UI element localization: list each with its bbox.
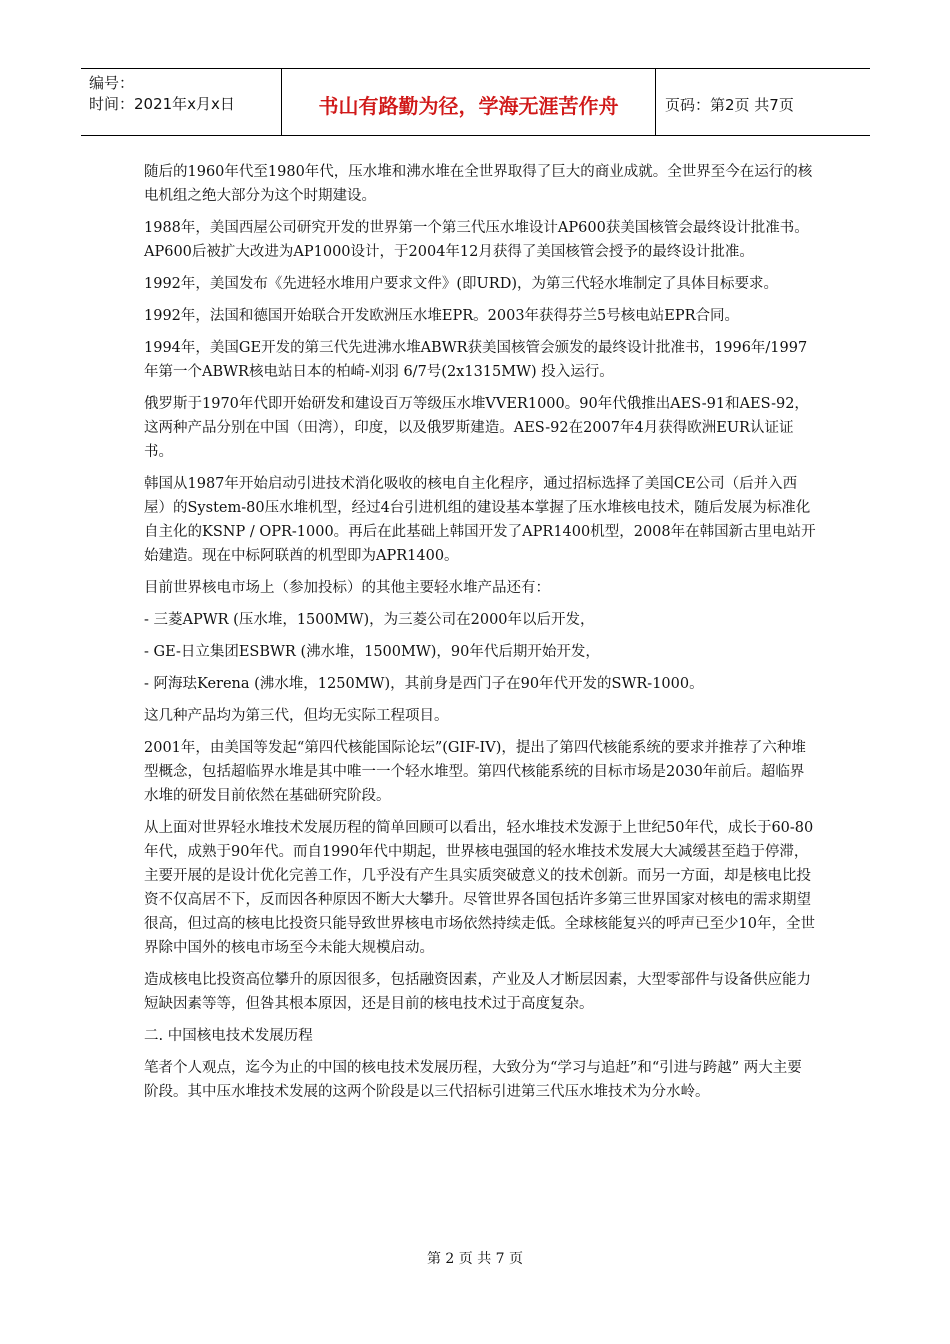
list-item: - 三菱APWR (压水堆，1500MW)，为三菱公司在2000年以后开发， bbox=[144, 612, 595, 628]
paragraph: 俄罗斯于1970年代即开始研发和建设百万等级压水堆VVER1000。90年代俄推出AES-91和AES-92，这两种产品分别在中国（田湾），印度，以及俄罗斯建造。AES-92在2007年4月获得欧洲EUR认证证书。 bbox=[144, 396, 809, 460]
document-number-label: 编号： bbox=[89, 74, 135, 92]
paragraph: 2001年，由美国等发起“第四代核能国际论坛”(GIF-IV)，提出了第四代核能系统的要求并推荐了六种堆型概念，包括超临界水堆是其中唯一一个轻水堆型。第四代核能系统的目标市场是2030年前后。超临界水堆的研发目前依然在基础研究阶段。 bbox=[144, 740, 806, 804]
paragraph: 目前世界核电市场上（参加投标）的其他主要轻水堆产品还有： bbox=[144, 580, 550, 596]
paragraph: 从上面对世界轻水堆技术发展历程的简单回顾可以看出，轻水堆技术发源于上世纪50年代，成长于60-80年代，成熟于90年代。而自1990年代中期起，世界核电强国的轻水堆技术发展大大减缓甚至趋于停滞，主要开展的是设计优化完善工作，几乎没有产生具实质突破意义的技术创新。而另一方面，却是核电比投资不仅高居不下，反而因各种原因不断大大攀升。尽管世界各国包括许多第三世界国家对核电的需求期望很高，但过高的核电比投资只能导致世界核电市场依然持续走低。全球核能复兴的呼声已至少10年，全世界除中国外的核电市场至今未能大规模启动。 bbox=[144, 820, 815, 956]
page-footer: 第 2 页 共 7 页 bbox=[426, 1251, 524, 1267]
paragraph: 随后的1960年代至1980年代，压水堆和沸水堆在全世界取得了巨大的商业成就。全世界至今在运行的核电机组之绝大部分为这个时期建设。 bbox=[144, 164, 813, 204]
paragraph: 笔者个人观点，迄今为止的中国的核电技术发展历程，大致分为“学习与追赶”和“引进与跨越” 两大主要阶段。其中压水堆技术发展的这两个阶段是以三代招标引进第三代压水堆技术为分水岭。 bbox=[144, 1060, 802, 1100]
page-header bbox=[81, 68, 870, 136]
paragraph: 1988年，美国西屋公司研究开发的世界第一个第三代压水堆设计AP600获美国核管会最终设计批准书。AP600后被扩大改进为AP1000设计，于2004年12月获得了美国核管会授予的最终设计批准。 bbox=[144, 220, 809, 260]
list-item: - GE-日立集团ESBWR (沸水堆，1500MW)，90年代后期开始开发， bbox=[144, 644, 600, 660]
section-heading: 二. 中国核电技术发展历程 bbox=[144, 1028, 313, 1044]
paragraph: 这几种产品均为第三代，但均无实际工程项目。 bbox=[144, 708, 449, 724]
document-body bbox=[144, 160, 816, 1112]
header-page-number: 页码：第2页 共7页 bbox=[665, 95, 794, 114]
list-item: - 阿海珐Kerena (沸水堆，1250MW)，其前身是西门子在90年代开发的SWR-1000。 bbox=[144, 676, 704, 692]
paragraph: 1992年，法国和德国开始联合开发欧洲压水堆EPR。2003年获得芬兰5号核电站EPR合同。 bbox=[144, 308, 740, 324]
header-motto: 书山有路勤为径，学海无涯苦作舟 bbox=[282, 69, 656, 135]
header-meta bbox=[81, 69, 282, 135]
paragraph: 造成核电比投资高位攀升的原因很多，包括融资因素，产业及人才断层因素，大型零部件与设备供应能力短缺因素等等，但咎其根本原因，还是目前的核电技术过于高度复杂。 bbox=[144, 972, 811, 1012]
paragraph: 1992年，美国发布《先进轻水堆用户要求文件》(即URD)，为第三代轻水堆制定了具体目标要求。 bbox=[144, 276, 778, 292]
document-time-label: 时间：2021年x月x日 bbox=[89, 95, 235, 113]
paragraph: 韩国从1987年开始启动引进技术消化吸收的核电自主化程序，通过招标选择了美国CE公司（后并入西屋）的System-80压水堆机型，经过4台引进机组的建设基本掌握了压水堆核电技术，随后发展为标准化自主化的KSNP / OPR-1000。再后在此基础上韩国开发了APR1400机型，2008年在韩国新古里电站开始建造。现在中标阿联酋的机型即为APR1400。 bbox=[144, 476, 816, 564]
paragraph: 1994年，美国GE开发的第三代先进沸水堆ABWR获美国核管会颁发的最终设计批准书，1996年/1997年第一个ABWR核电站日本的柏崎-刈羽 6/7号(2x1315MW) 投入运行。 bbox=[144, 340, 808, 380]
